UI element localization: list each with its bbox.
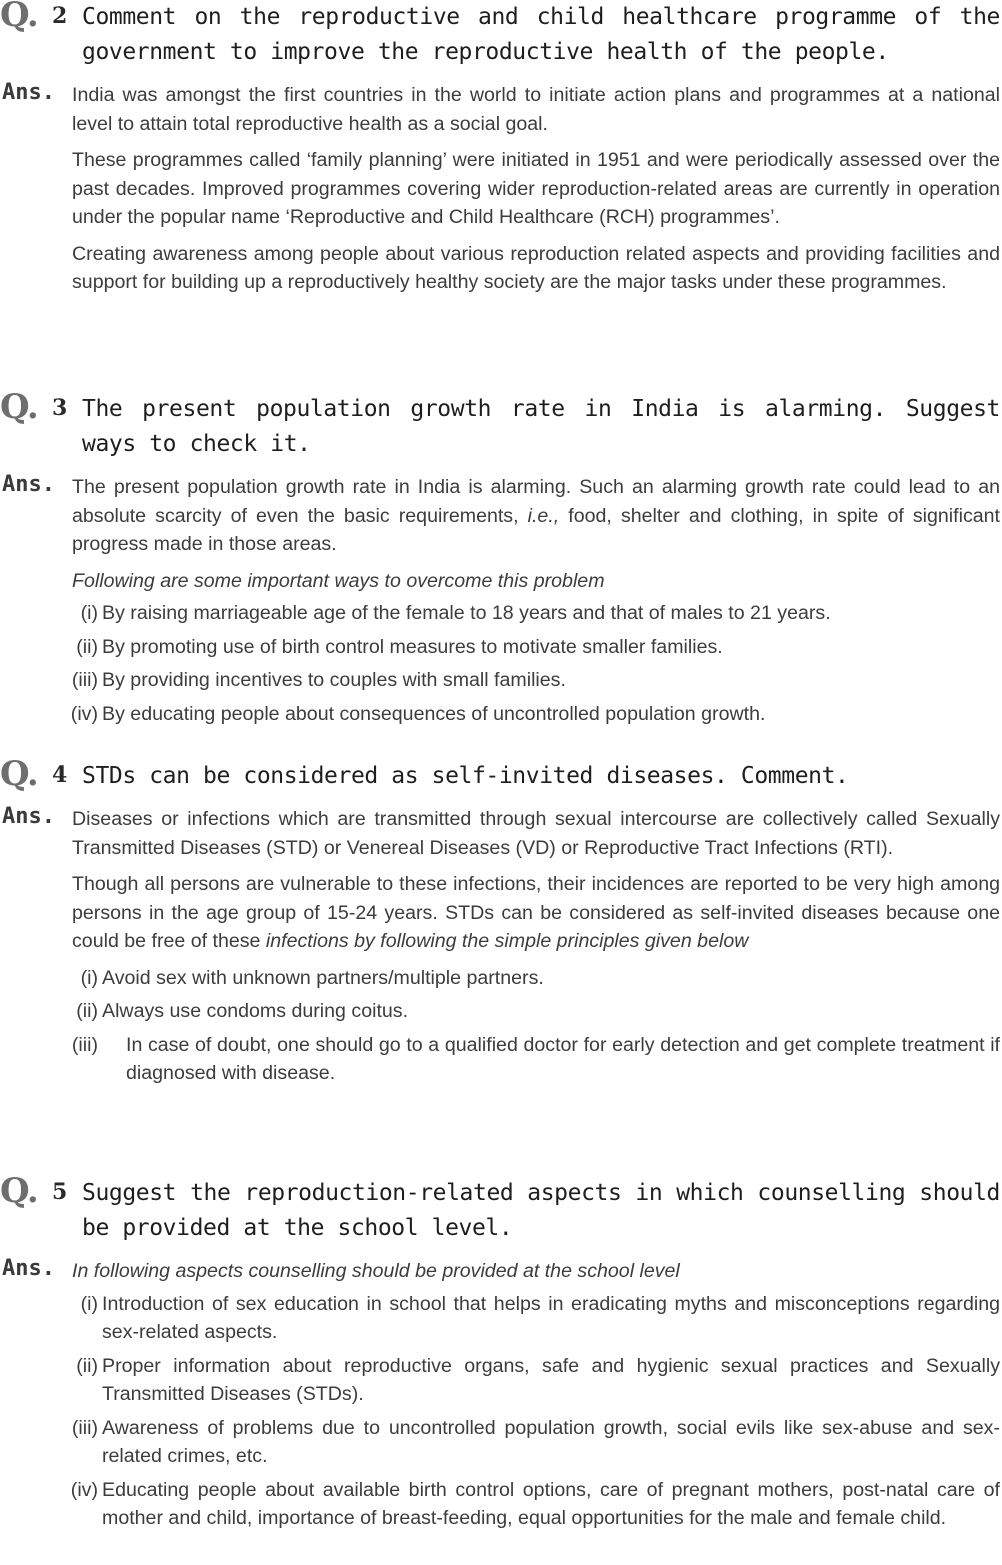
list-item (72, 633, 1000, 662)
answer-paragraph: India was amongst the first countries in the world to initiate action plans and programmes at a national level to attain total reproductive health as a social goal. (72, 84, 1000, 135)
question-block-3 (0, 387, 1002, 733)
question-text: STDs can be considered as self-invited diseases. Comment. (82, 763, 849, 789)
question-heading (0, 0, 1002, 70)
list-item-text: Avoid sex with unknown partners/multiple partners. (102, 966, 544, 989)
answer-text: The present population growth rate in India is alarming. Such an alarming growth rate could lead to an absolute scarcity of even the basic requirements, (72, 476, 1000, 527)
list-item (72, 666, 1000, 695)
list-item (72, 1352, 1000, 1409)
answer-list-intro: Following are some important ways to overcome this problem (72, 569, 605, 592)
answer-list (72, 964, 1000, 1088)
answer-label: Ans. (2, 80, 55, 105)
question-number: 5 (52, 1179, 68, 1205)
question-text: Comment on the reproductive and child healthcare programme of the government to improve the reproductive health of the people. (82, 4, 1000, 65)
list-item-text: Proper information about reproductive organs, safe and hygienic sexual practices and Sexually Transmitted Diseases (STDs). (102, 1354, 1000, 1405)
answer-text-italic: infections by following the simple principles given below (265, 930, 749, 952)
answer-text-italic: i.e., (527, 504, 560, 527)
list-item (72, 700, 1000, 729)
question-block-2 (0, 0, 1002, 305)
question-heading (0, 1171, 1002, 1246)
list-marker: (i) (80, 1292, 98, 1315)
list-item-text: In case of doubt, one should go to a qualified doctor for early detection and get complete treatment if diagnosed with disease. (126, 1033, 1000, 1084)
answer-paragraph: Creating awareness among people about various reproduction related aspects and providing facilities and support for building up a reproductively healthy society are the major tasks under these programmes. (72, 242, 1000, 293)
question-heading (0, 754, 1002, 794)
answer-list (72, 599, 1000, 728)
question-number: 4 (52, 762, 68, 788)
list-item (72, 1414, 1000, 1471)
question-number: 2 (52, 3, 68, 29)
question-label: Q. (0, 1171, 38, 1211)
question-block-4 (0, 754, 1002, 1093)
question-text: Suggest the reproduction-related aspects in which counselling should be provided at the school level. (82, 1180, 1000, 1241)
list-marker: (iii) (71, 669, 98, 691)
list-marker: (iv) (70, 1478, 98, 1501)
answer-block (0, 805, 1002, 1088)
question-label: Q. (0, 387, 38, 427)
answer-list-intro: In following aspects counselling should be provided at the school level (72, 1260, 680, 1282)
list-item (72, 599, 1000, 628)
list-item-text: By raising marriageable age of the female to 18 years and that of males to 21 years. (102, 602, 831, 624)
answer-text: food, shelter and clothing, in spite of significant progress made in those areas. (72, 504, 1000, 555)
answer-label: Ans. (2, 472, 55, 497)
answer-list (72, 1290, 1000, 1533)
question-heading (0, 387, 1002, 462)
list-marker: (ii) (76, 635, 98, 658)
question-label: Q. (0, 0, 38, 35)
answer-label: Ans. (2, 804, 55, 829)
answer-label: Ans. (2, 1256, 55, 1281)
list-marker: (ii) (76, 1000, 98, 1022)
list-marker: (iv) (70, 702, 98, 725)
answer-paragraph: These programmes called ‘family planning’ were initiated in 1951 and were periodically assessed over the past decades. Improved programmes covering wider reproduction-related areas are currently in operation under the popular name ‘Reproductive and Child Healthcare (RCH) programmes’. (72, 149, 1000, 228)
question-text: The present population growth rate in India is alarming. Suggest ways to check it. (82, 396, 1000, 457)
list-item (72, 997, 1000, 1026)
list-marker: (iii) (71, 1033, 98, 1056)
list-item-text: Introduction of sex education in school that helps in eradicating myths and misconceptions regarding sex-related aspects. (102, 1292, 1000, 1343)
list-marker: (i) (80, 602, 98, 624)
answer-paragraph: Diseases or infections which are transmitted through sexual intercourse are collectively called Sexually Transmitted Diseases (STD) or Venereal Diseases (VD) or Reproductive Tract Infections (RTI). (72, 808, 1000, 859)
question-label: Q. (0, 754, 38, 794)
question-number: 3 (52, 395, 68, 421)
answer-block (0, 81, 1002, 297)
answer-paragraph (72, 473, 1000, 559)
list-marker: (iii) (71, 1416, 98, 1439)
list-item (72, 964, 1000, 993)
list-item-text: Always use condoms during coitus. (102, 1000, 409, 1022)
list-item-text: Educating people about available birth control options, care of pregnant mothers, post-natal care of mother and child, importance of breast-feeding, equal opportunities for the male and female child. (102, 1478, 1000, 1529)
list-item (72, 1290, 1000, 1347)
answer-block (0, 473, 1002, 728)
list-item (72, 1031, 1000, 1088)
list-item-text: By educating people about consequences of uncontrolled population growth. (102, 702, 766, 725)
question-block-5 (0, 1171, 1002, 1538)
list-item-text: By providing incentives to couples with small families. (102, 669, 566, 691)
list-item-text: Awareness of problems due to uncontrolled population growth, social evils like sex-abuse and sex-related crimes, etc. (102, 1416, 1000, 1467)
list-marker: (i) (80, 966, 98, 989)
list-marker: (ii) (76, 1354, 98, 1377)
answer-paragraph (72, 870, 1000, 956)
list-item-text: By promoting use of birth control measures to motivate smaller families. (102, 635, 723, 658)
answer-block (0, 1257, 1002, 1533)
answer-text: Though all persons are vulnerable to these infections, their incidences are reported to be very high among persons in the age group of 15-24 years. STDs can be considered as self-invited diseases because one could be free of these (72, 873, 1000, 952)
list-item (72, 1476, 1000, 1533)
